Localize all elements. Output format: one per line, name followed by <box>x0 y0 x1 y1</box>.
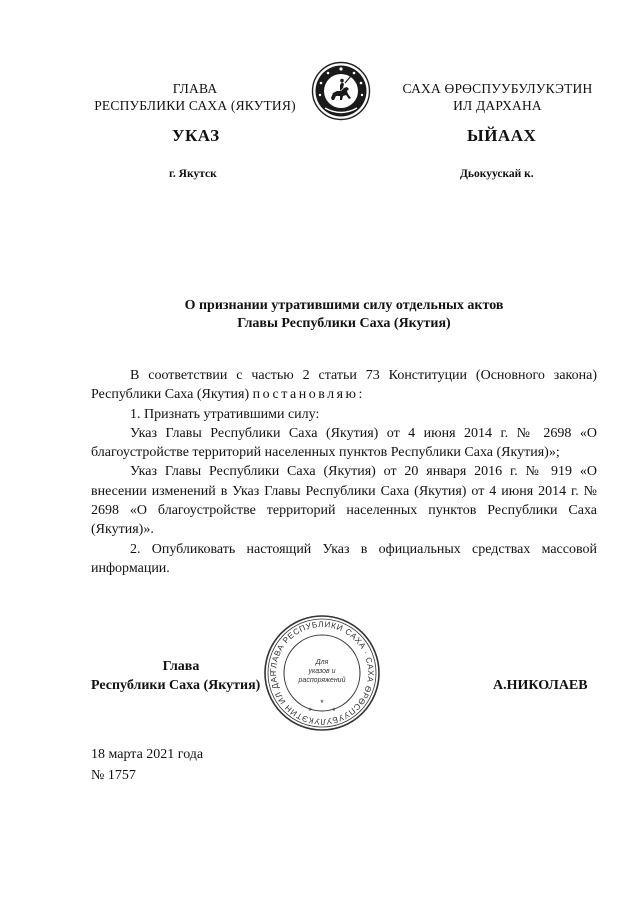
title-line1: О признании утратившими силу отдельных актов <box>184 298 504 313</box>
document-title <box>91 297 597 333</box>
title-line2: Главы Республики Саха (Якутия) <box>237 316 451 331</box>
header-left-line1: ГЛАВА <box>172 81 218 96</box>
header-right-line2: ИЛ ДАРХАНА <box>453 98 542 113</box>
doc-type-sakha: ЫЙААХ <box>467 126 537 145</box>
city-sakha: Дьокуускай к. <box>460 168 534 180</box>
header-left <box>80 80 310 114</box>
seal-center-line2: указов и <box>308 668 336 675</box>
item-1: 1. Признать утратившими силу: <box>130 406 320 422</box>
repealed-act-1: Указ Главы Республики Саха (Якутия) от 4 июня 2014 г. № 2698 «О благоустройстве территорий населенных пунктов Республики Саха (Якутия)»; <box>91 425 597 461</box>
coat-of-arms-icon <box>311 61 371 121</box>
preamble-paragraph <box>91 366 597 405</box>
doc-type-ru: УКАЗ <box>172 126 220 145</box>
document-body <box>91 366 597 578</box>
header-right <box>375 80 620 114</box>
official-seal-icon <box>263 614 381 732</box>
preamble-end: : <box>358 387 363 403</box>
signatory-position-line1: Глава <box>162 659 200 674</box>
seal-center-line1: Для <box>315 659 329 666</box>
header-right-line1: САХА ӨРӨСПУУБУЛУКЭТИН <box>402 81 593 96</box>
decree-word: постановляю <box>252 387 359 403</box>
signatory-position-line2: Республики Саха (Якутия) <box>91 678 261 693</box>
svg-text:*: * <box>332 706 336 716</box>
repealed-act-2: Указ Главы Республики Саха (Якутия) от 20 января 2016 г. № 919 «О внесении изменений в Указ Главы Республики Саха (Якутия) от 4 июня 2014 г. № 2698 «О благоустройстве территорий населенных пунктов Республики Саха (Якутия)». <box>91 464 597 538</box>
preamble-text: В соответствии с частью 2 статьи 73 Конституции (Основного закона) Республики Саха (Якутия) <box>91 368 597 403</box>
signatory-name: А.НИКОЛАЕВ <box>493 678 588 693</box>
signatory-position <box>91 657 271 676</box>
seal-ring-text: ГЛАВА РЕСПУБЛИКИ САХА · САХА ӨРӨСПУУБУЛУКЭТИН ИЛ ДАР <box>268 619 376 727</box>
header-left-line2: РЕСПУБЛИКИ САХА (ЯКУТИЯ) <box>94 98 296 113</box>
seal-center-line3: распоряжений <box>298 677 346 684</box>
svg-text:*: * <box>308 706 312 716</box>
document-date: 18 марта 2021 года <box>91 747 204 762</box>
city-ru: г. Якутск <box>169 168 217 180</box>
document-number: № 1757 <box>91 768 136 783</box>
item-2: 2. Опубликовать настоящий Указ в официальных средствах массовой информации. <box>91 541 597 576</box>
svg-text:*: * <box>320 698 324 708</box>
